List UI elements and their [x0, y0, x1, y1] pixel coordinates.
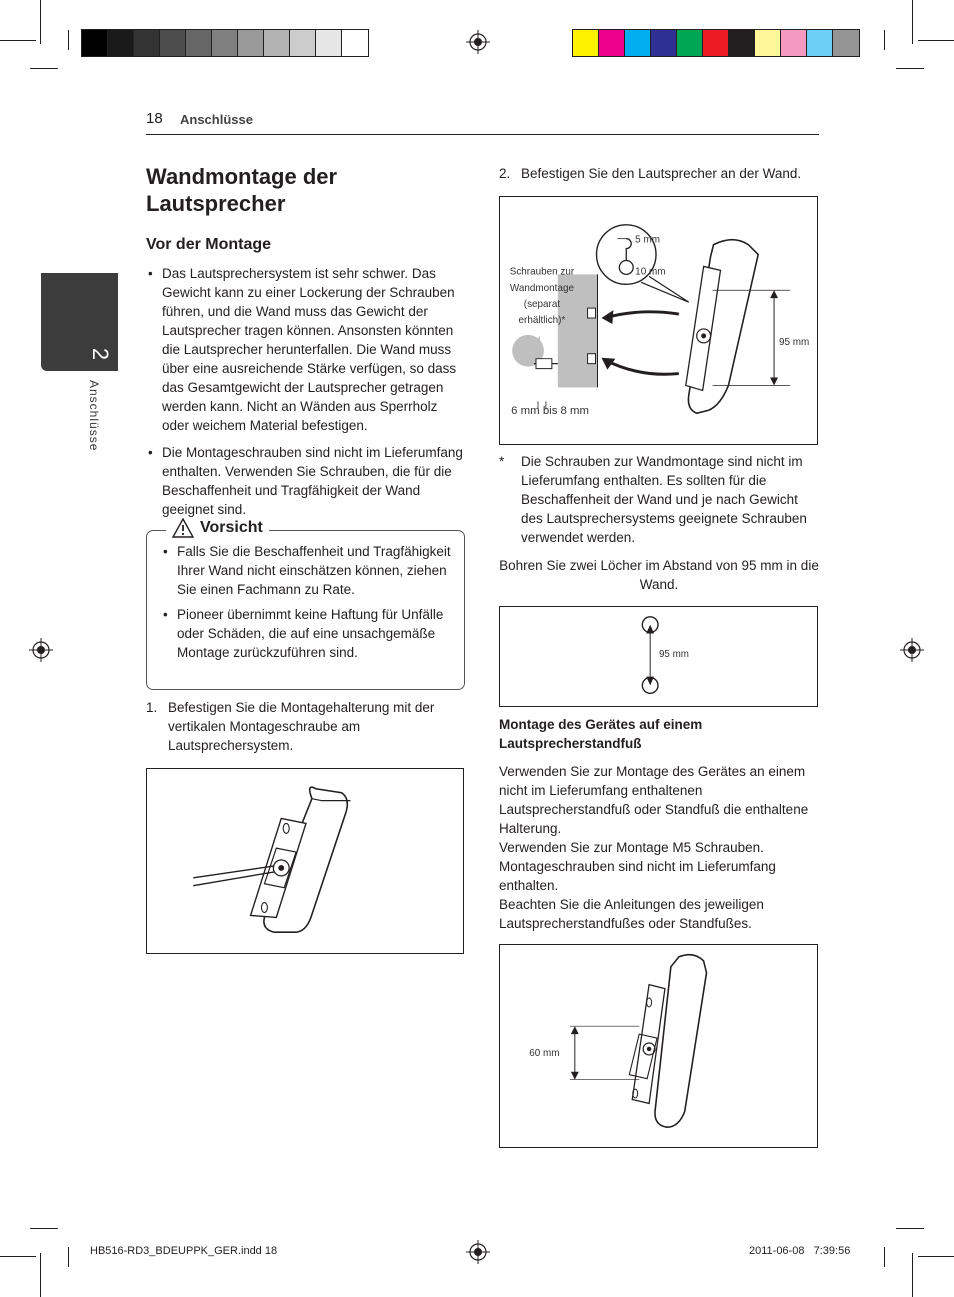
calibration-swatch [82, 30, 108, 56]
stand-line: Beachten Sie die Anleitungen des jeweiligen Lautsprecherstandfußes oder Standfußes. [499, 897, 764, 931]
caution-list [161, 542, 457, 668]
drill-instruction: Bohren Sie zwei Löcher im Abstand von 95 mm in die Wand. [499, 558, 819, 592]
calibration-swatch [573, 30, 599, 56]
step-number: 2. [499, 166, 511, 181]
screw-label-line: (separat [523, 299, 561, 311]
calibration-swatch [290, 30, 316, 56]
crop-mark [0, 1256, 36, 1257]
gray-calibration-bars [81, 29, 369, 57]
page-number: 18 [146, 110, 163, 127]
calibration-swatch [599, 30, 625, 56]
calibration-swatch [755, 30, 781, 56]
registration-mark-icon [466, 1240, 490, 1264]
calibration-swatch [264, 30, 290, 56]
crop-mark [912, 0, 913, 44]
figure-stand-bracket [499, 944, 818, 1148]
crop-mark [30, 1228, 58, 1229]
calibration-swatch [238, 30, 264, 56]
warning-icon [172, 518, 194, 538]
stand-line: Montageschrauben sind nicht im Lieferumfang enthalten. [499, 859, 776, 893]
calibration-swatch [807, 30, 833, 56]
footer-date: 2011-06-08 7:39:56 [749, 1245, 851, 1257]
crop-mark [918, 40, 954, 41]
crop-mark [0, 40, 36, 41]
crop-mark [896, 68, 924, 69]
dim-10-label: 10 mm [635, 266, 666, 278]
speaker-bracket-illustration [147, 769, 463, 953]
list-item: • Pioneer übernimmt keine Haftung für Unfälle oder Schäden, die auf eine unsachgemäße Montage zurückzuführen sind. [161, 605, 457, 662]
header-rule [146, 134, 819, 135]
screw-label-line: Wandmontage [509, 283, 574, 295]
dim-95-label: 95 mm [779, 336, 810, 348]
calibration-swatch [342, 30, 368, 56]
crop-mark [884, 1247, 885, 1267]
calibration-swatch [651, 30, 677, 56]
stand-heading: Montage des Gerätes auf einem Lautsprecherstandfuß [499, 717, 703, 751]
precaution-list [146, 264, 468, 525]
stand-text [499, 762, 821, 933]
screw-label-line: erhältlich)* [518, 314, 566, 326]
step-2 [499, 164, 819, 183]
caution-title: Vorsicht [200, 519, 263, 536]
footnote-text: Die Schrauben zur Wandmontage sind nicht im Lieferumfang enthalten. Es sollten für die Beschaffenheit der Wand und je nach Gewicht des Lautsprechersystems geeignete Schrauben verwendet werden. [521, 454, 807, 545]
screw-label-line: Schrauben zur [509, 266, 575, 278]
crop-mark [68, 1247, 69, 1267]
step-number: 1. [146, 700, 158, 715]
footer-file: HB516-RD3_BDEUPPK_GER.indd 18 [90, 1245, 278, 1257]
drill-holes-illustration [500, 607, 817, 706]
crop-mark [896, 1228, 924, 1229]
crop-mark [40, 1253, 41, 1297]
calibration-swatch [625, 30, 651, 56]
calibration-swatch [108, 30, 134, 56]
calibration-swatch [729, 30, 755, 56]
crop-mark [918, 1256, 954, 1257]
figure-drill-holes [499, 606, 818, 707]
stand-line: Verwenden Sie zur Montage des Gerätes an einem nicht im Lieferumfang enthaltenen Lautsprecherstandfuß oder Standfuß die enthaltene Halterung. [499, 764, 809, 836]
list-item: • Das Lautsprechersystem ist sehr schwer. Das Gewicht kann zu einer Lockerung der Schrauben führen, und die Wand muss das Gewicht der Lautsprecher tragen können. Ansonsten könnten die Lautsprecher herunterfallen. Die Wand muss über eine ausreichende Stärke verfügen, so dass das Gesamtgewicht der Lautsprecher getragen werden kann. Nicht an Wänden aus Sperrholz oder weichem Material befestigen. [146, 264, 468, 435]
chapter-tab [41, 273, 118, 371]
registration-mark-icon [29, 638, 53, 662]
chapter-label: Anschlüsse [87, 380, 101, 452]
step-text: Befestigen Sie den Lautsprecher an der Wand. [521, 166, 802, 181]
step-1 [146, 698, 436, 755]
calibration-swatch [316, 30, 342, 56]
caution-heading [166, 518, 269, 538]
crop-mark [912, 1253, 913, 1297]
footnote-mark: * [499, 454, 505, 469]
calibration-swatch [833, 30, 859, 56]
calibration-swatch [703, 30, 729, 56]
dim-label: 60 mm [529, 1047, 560, 1059]
step-text: Befestigen Sie die Montagehalterung mit der vertikalen Montageschraube am Lautsprechersystem. [168, 700, 435, 753]
calibration-swatch [677, 30, 703, 56]
crop-mark [30, 68, 58, 69]
running-header: Anschlüsse [180, 112, 253, 127]
crop-mark [68, 30, 69, 50]
calibration-swatch [134, 30, 160, 56]
calibration-swatch [160, 30, 186, 56]
calibration-swatch [186, 30, 212, 56]
list-item: • Falls Sie die Beschaffenheit und Tragfähigkeit Ihrer Wand nicht einschätzen können, ziehen Sie einen Fachmann zu Rate. [161, 542, 457, 599]
registration-mark-icon [466, 30, 490, 54]
crop-mark [40, 0, 41, 44]
figure-wall-mount [499, 196, 818, 445]
figure-bracket-attach [146, 768, 464, 954]
list-item: • Die Montageschrauben sind nicht im Lieferumfang enthalten. Verwenden Sie Schrauben, die für die Beschaffenheit und Tragfähigkeit der Wand geeignet sind. [146, 443, 468, 519]
dim-label: 95 mm [658, 648, 689, 660]
dim-5-label: 5 mm [635, 234, 660, 246]
registration-mark-icon [900, 638, 924, 662]
stand-line: Verwenden Sie zur Montage M5 Schrauben. [499, 840, 764, 855]
stand-bracket-illustration [500, 945, 817, 1147]
calibration-swatch [212, 30, 238, 56]
wall-mount-illustration [500, 197, 817, 444]
section-subtitle: Vor der Montage [146, 236, 272, 253]
footnote [499, 452, 819, 547]
crop-mark [884, 30, 885, 50]
page-title: Wandmontage der Lautsprecher [146, 164, 338, 216]
calibration-swatch [781, 30, 807, 56]
dim-depth-label: 6 mm bis 8 mm [511, 405, 590, 418]
color-calibration-bars [572, 29, 860, 57]
chapter-number: 2 [87, 347, 113, 361]
